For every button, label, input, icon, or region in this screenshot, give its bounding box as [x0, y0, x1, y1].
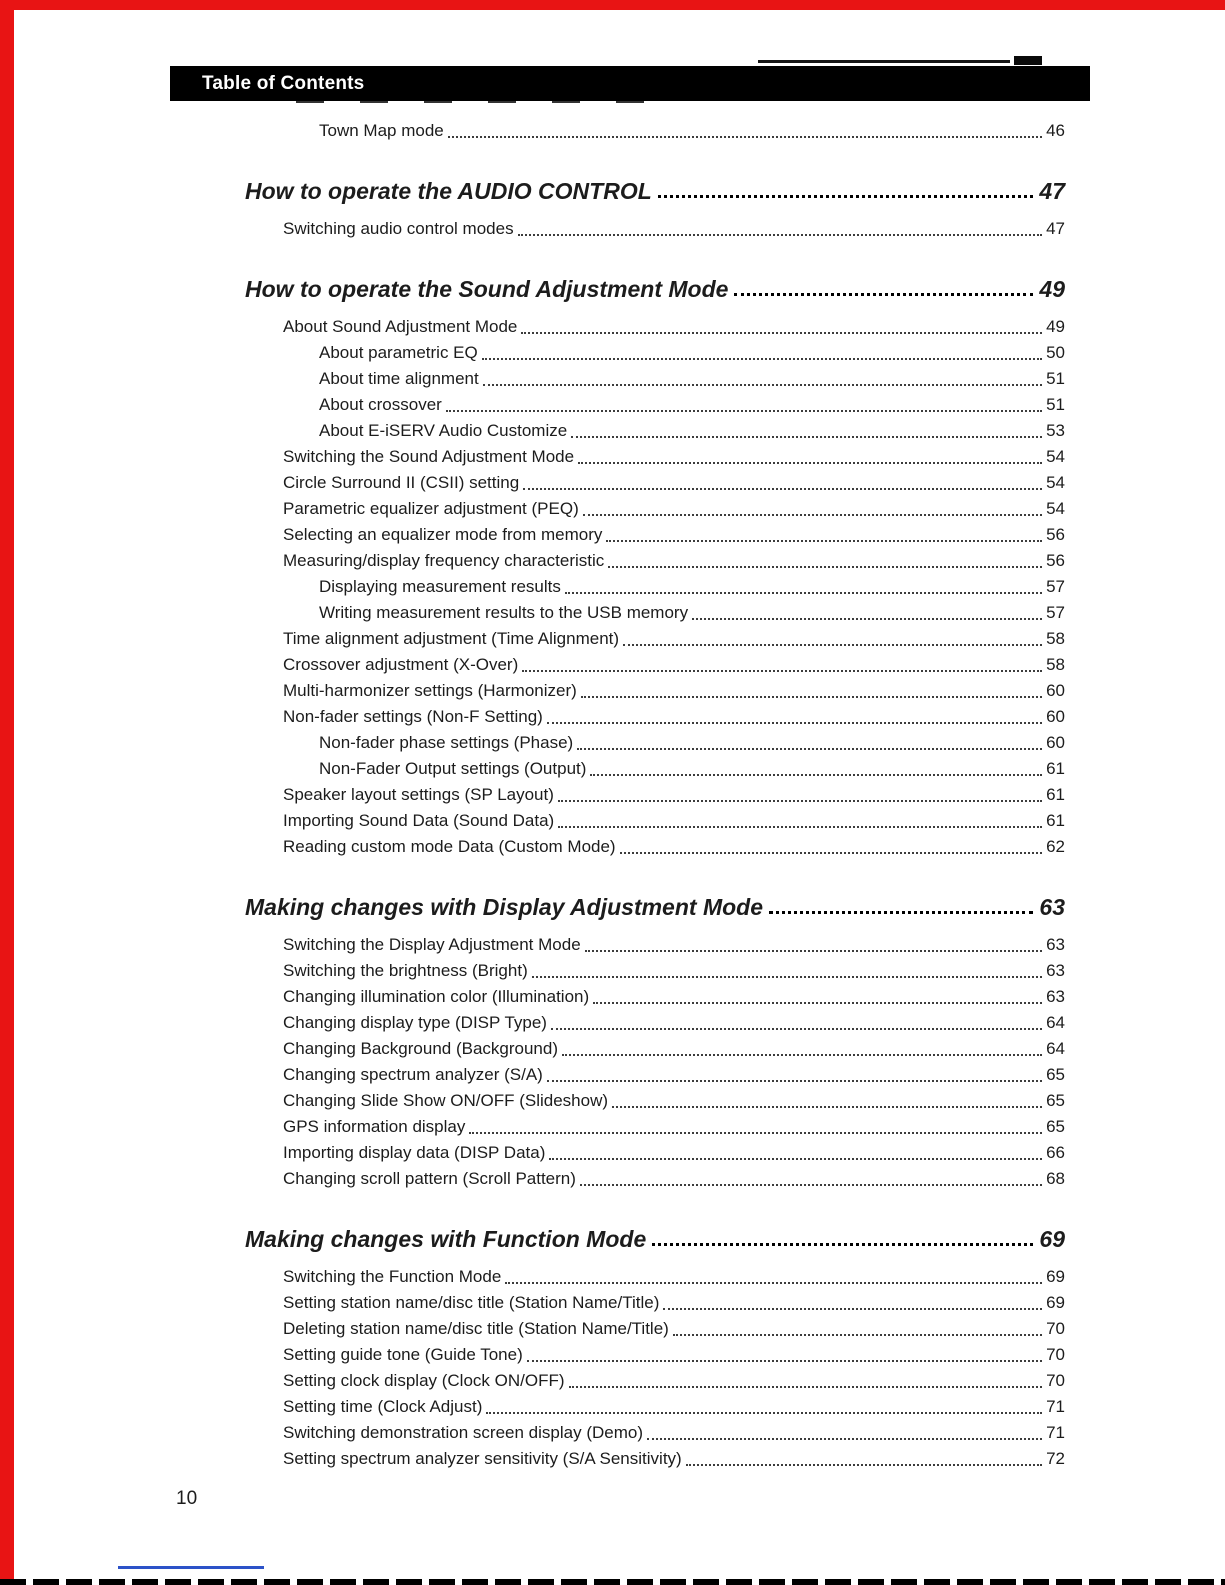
dot-leader [569, 1386, 1043, 1388]
dot-leader [583, 514, 1042, 516]
toc-entry-row [245, 1166, 1065, 1192]
dot-leader [446, 410, 1042, 412]
toc-entry-row [245, 1394, 1065, 1420]
toc-entry-label: Changing Background (Background) [283, 1039, 559, 1058]
toc-entry-row [245, 470, 1065, 496]
scan-artifact-bottom-dashes [0, 1579, 1225, 1585]
toc-entry-page: 54 [1046, 499, 1065, 518]
toc-entry-page: 54 [1046, 473, 1065, 492]
toc-entry-label: GPS information display [283, 1117, 466, 1136]
toc-entry-row [245, 1088, 1065, 1114]
toc-entry-page: 51 [1046, 395, 1065, 414]
toc-entry-row [245, 808, 1065, 834]
toc-entry-row [245, 1264, 1065, 1290]
toc-entry-label: Switching the brightness (Bright) [283, 961, 528, 980]
dot-leader [483, 384, 1042, 386]
toc-entry-label: Changing display type (DISP Type) [283, 1013, 547, 1032]
toc-entry-row [245, 340, 1065, 366]
dot-leader [571, 436, 1042, 438]
toc-entry-label: Non-Fader Output settings (Output) [319, 759, 587, 778]
toc-entry-row [245, 834, 1065, 860]
toc-entry-page: 61 [1046, 759, 1065, 778]
dot-leader [593, 1002, 1042, 1004]
toc-entry-row [245, 756, 1065, 782]
toc-entry-row [245, 1062, 1065, 1088]
toc-entry-label: Switching the Display Adjustment Mode [283, 935, 581, 954]
dot-leader [549, 1158, 1042, 1160]
toc-entry-label: Measuring/display frequency characteristic [283, 551, 605, 570]
dot-leader [482, 358, 1042, 360]
toc-entry-page: 69 [1046, 1267, 1065, 1286]
toc-entry-label: Changing illumination color (Illumination) [283, 987, 590, 1006]
toc-entry-row [245, 444, 1065, 470]
toc-heading-label: How to operate the Sound Adjustment Mode [245, 276, 729, 302]
toc-entry-row [245, 1446, 1065, 1472]
toc-entry-label: About Sound Adjustment Mode [283, 317, 518, 336]
toc-entry-page: 68 [1046, 1169, 1065, 1188]
toc-entry-label: About time alignment [319, 369, 479, 388]
toc-entry-label: Reading custom mode Data (Custom Mode) [283, 837, 616, 856]
toc-entry-label: Writing measurement results to the USB memory [319, 603, 689, 622]
toc-entry-label: Parametric equalizer adjustment (PEQ) [283, 499, 579, 518]
toc-heading-row [245, 892, 1065, 922]
dot-leader [692, 618, 1042, 620]
toc-entry-label: Switching the Function Mode [283, 1267, 502, 1286]
toc-heading-row [245, 176, 1065, 206]
toc-entry-page: 49 [1046, 317, 1065, 336]
toc-entry-page: 65 [1046, 1091, 1065, 1110]
dot-leader [585, 950, 1042, 952]
dot-leader [486, 1412, 1042, 1414]
toc-entry-row [245, 652, 1065, 678]
toc-entry-label: Deleting station name/disc title (Station Name/Title) [283, 1319, 669, 1338]
toc-entry-row [245, 704, 1065, 730]
toc-entry-row [245, 548, 1065, 574]
toc-entry-row [245, 314, 1065, 340]
toc-entry-page: 64 [1046, 1013, 1065, 1032]
toc-entry-page: 70 [1046, 1345, 1065, 1364]
page-number: 10 [176, 1488, 198, 1509]
dot-leader [623, 644, 1042, 646]
toc-entry-row [245, 1342, 1065, 1368]
toc-entry-label: Town Map mode [319, 121, 444, 140]
toc-entry-label: Setting time (Clock Adjust) [283, 1397, 483, 1416]
toc-entry-label: Selecting an equalizer mode from memory [283, 525, 603, 544]
dot-leader [558, 826, 1042, 828]
dot-leader [686, 1464, 1042, 1466]
toc-entry-row [245, 1010, 1065, 1036]
toc-heading-page: 69 [1039, 1226, 1065, 1252]
toc-entry-row [245, 496, 1065, 522]
toc-entry-label: Setting station name/disc title (Station Name/Title) [283, 1293, 660, 1312]
toc-entry-label: Speaker layout settings (SP Layout) [283, 785, 554, 804]
toc-entry-label: Changing Slide Show ON/OFF (Slideshow) [283, 1091, 609, 1110]
scan-artifact-blob [1014, 56, 1042, 65]
page-title: Table of Contents [202, 72, 365, 94]
toc-entry-page: 46 [1046, 121, 1065, 140]
toc-entry-page: 50 [1046, 343, 1065, 362]
dot-leader [547, 1080, 1042, 1082]
toc-entry-label: About E-iSERV Audio Customize [319, 421, 568, 440]
toc-entry-page: 71 [1046, 1397, 1065, 1416]
toc-entry-page: 56 [1046, 525, 1065, 544]
toc-entry-row [245, 932, 1065, 958]
toc-entry-row [245, 782, 1065, 808]
toc-entry-row [245, 1140, 1065, 1166]
toc-heading-label: Making changes with Display Adjustment Mode [245, 894, 763, 920]
scan-artifact-dashes [296, 101, 668, 103]
toc-entry-row [245, 958, 1065, 984]
toc-entry-label: Displaying measurement results [319, 577, 561, 596]
toc-heading-page: 47 [1039, 178, 1065, 204]
toc-heading-label: Making changes with Function Mode [245, 1226, 647, 1252]
toc-entry-label: Importing Sound Data (Sound Data) [283, 811, 555, 830]
toc-heading-row [245, 1224, 1065, 1254]
dot-leader [547, 722, 1042, 724]
dot-leader [565, 592, 1042, 594]
toc-entry-page: 47 [1046, 219, 1065, 238]
toc-entry-label: Changing scroll pattern (Scroll Pattern) [283, 1169, 576, 1188]
toc-entry-label: Non-fader settings (Non-F Setting) [283, 707, 543, 726]
dot-leader [620, 852, 1042, 854]
dot-leader [663, 1308, 1042, 1310]
toc-entry-row [245, 626, 1065, 652]
toc-entry-label: Time alignment adjustment (Time Alignment) [283, 629, 620, 648]
toc-entry-page: 62 [1046, 837, 1065, 856]
toc-entry-row [245, 600, 1065, 626]
dot-leader [590, 774, 1042, 776]
dot-leader [527, 1360, 1042, 1362]
dot-leader [652, 1243, 1033, 1246]
dot-leader [523, 488, 1042, 490]
toc-entry-page: 71 [1046, 1423, 1065, 1442]
toc-entry-page: 65 [1046, 1117, 1065, 1136]
toc-entry-row [245, 1420, 1065, 1446]
dot-leader [518, 234, 1043, 236]
toc-entry-row [245, 522, 1065, 548]
toc-heading-label: How to operate the AUDIO CONTROL [245, 178, 652, 204]
dot-leader [581, 696, 1042, 698]
dot-leader [673, 1334, 1042, 1336]
toc-heading-page: 63 [1039, 894, 1065, 920]
toc-entry-row [245, 1316, 1065, 1342]
dot-leader [580, 1184, 1042, 1186]
dot-leader [606, 540, 1042, 542]
toc-entry-label: Importing display data (DISP Data) [283, 1143, 546, 1162]
toc-entry-page: 60 [1046, 733, 1065, 752]
toc-entry-label: Switching demonstration screen display (Demo) [283, 1423, 643, 1442]
toc-entry-row [245, 678, 1065, 704]
dot-leader [448, 136, 1042, 138]
toc-entry-row [245, 574, 1065, 600]
toc-entry-row [245, 392, 1065, 418]
scan-artifact-blue-line [118, 1566, 264, 1569]
toc-entry-label: Switching the Sound Adjustment Mode [283, 447, 575, 466]
toc-entry-row [245, 984, 1065, 1010]
dot-leader [521, 332, 1042, 334]
toc-entry-row [245, 730, 1065, 756]
toc-entry-page: 60 [1046, 707, 1065, 726]
toc-entry-page: 61 [1046, 811, 1065, 830]
dot-leader [647, 1438, 1042, 1440]
dot-leader [532, 976, 1042, 978]
dot-leader [505, 1282, 1042, 1284]
toc-entry-label: Switching audio control modes [283, 219, 514, 238]
dot-leader [658, 195, 1034, 198]
toc-entry-row [245, 366, 1065, 392]
dot-leader [469, 1132, 1042, 1134]
scan-artifact-line [758, 60, 1010, 63]
toc-entry-page: 56 [1046, 551, 1065, 570]
toc-entry-page: 63 [1046, 935, 1065, 954]
toc-entry-page: 57 [1046, 577, 1065, 596]
toc [245, 118, 1065, 1472]
toc-entry-row [245, 216, 1065, 242]
scan-artifact-top-red-strip [0, 0, 1225, 10]
toc-entry-label: Setting spectrum analyzer sensitivity (S/A Sensitivity) [283, 1449, 682, 1468]
dot-leader [578, 462, 1042, 464]
dot-leader [522, 670, 1042, 672]
header-bar [170, 66, 1090, 101]
toc-entry-page: 70 [1046, 1319, 1065, 1338]
toc-entry-row [245, 1114, 1065, 1140]
toc-entry-label: About crossover [319, 395, 442, 414]
toc-entry-page: 57 [1046, 603, 1065, 622]
toc-entry-row [245, 1290, 1065, 1316]
toc-entry-page: 60 [1046, 681, 1065, 700]
toc-entry-label: Crossover adjustment (X-Over) [283, 655, 519, 674]
toc-entry-row [245, 1368, 1065, 1394]
dot-leader [577, 748, 1042, 750]
toc-entry-page: 51 [1046, 369, 1065, 388]
scan-artifact-left-red-strip [0, 0, 14, 1585]
dot-leader [551, 1028, 1042, 1030]
toc-heading-row [245, 274, 1065, 304]
toc-entry-page: 61 [1046, 785, 1065, 804]
toc-entry-label: Circle Surround II (CSII) setting [283, 473, 520, 492]
dot-leader [608, 566, 1042, 568]
toc-entry-page: 63 [1046, 961, 1065, 980]
toc-entry-page: 66 [1046, 1143, 1065, 1162]
toc-entry-label: Setting clock display (Clock ON/OFF) [283, 1371, 565, 1390]
toc-entry-page: 53 [1046, 421, 1065, 440]
toc-entry-page: 64 [1046, 1039, 1065, 1058]
toc-heading-page: 49 [1039, 276, 1065, 302]
toc-entry-page: 58 [1046, 655, 1065, 674]
toc-entry-label: About parametric EQ [319, 343, 478, 362]
toc-entry-page: 58 [1046, 629, 1065, 648]
toc-entry-row [245, 118, 1065, 144]
toc-entry-row [245, 418, 1065, 444]
toc-entry-page: 65 [1046, 1065, 1065, 1084]
dot-leader [769, 911, 1033, 914]
toc-entry-page: 70 [1046, 1371, 1065, 1390]
dot-leader [562, 1054, 1042, 1056]
toc-entry-page: 69 [1046, 1293, 1065, 1312]
toc-entry-label: Setting guide tone (Guide Tone) [283, 1345, 523, 1364]
toc-entry-page: 54 [1046, 447, 1065, 466]
toc-entry-label: Non-fader phase settings (Phase) [319, 733, 574, 752]
toc-entry-page: 63 [1046, 987, 1065, 1006]
toc-entry-page: 72 [1046, 1449, 1065, 1468]
dot-leader [612, 1106, 1042, 1108]
toc-entry-row [245, 1036, 1065, 1062]
dot-leader [734, 293, 1033, 296]
toc-entry-label: Multi-harmonizer settings (Harmonizer) [283, 681, 577, 700]
dot-leader [558, 800, 1042, 802]
toc-entry-label: Changing spectrum analyzer (S/A) [283, 1065, 543, 1084]
